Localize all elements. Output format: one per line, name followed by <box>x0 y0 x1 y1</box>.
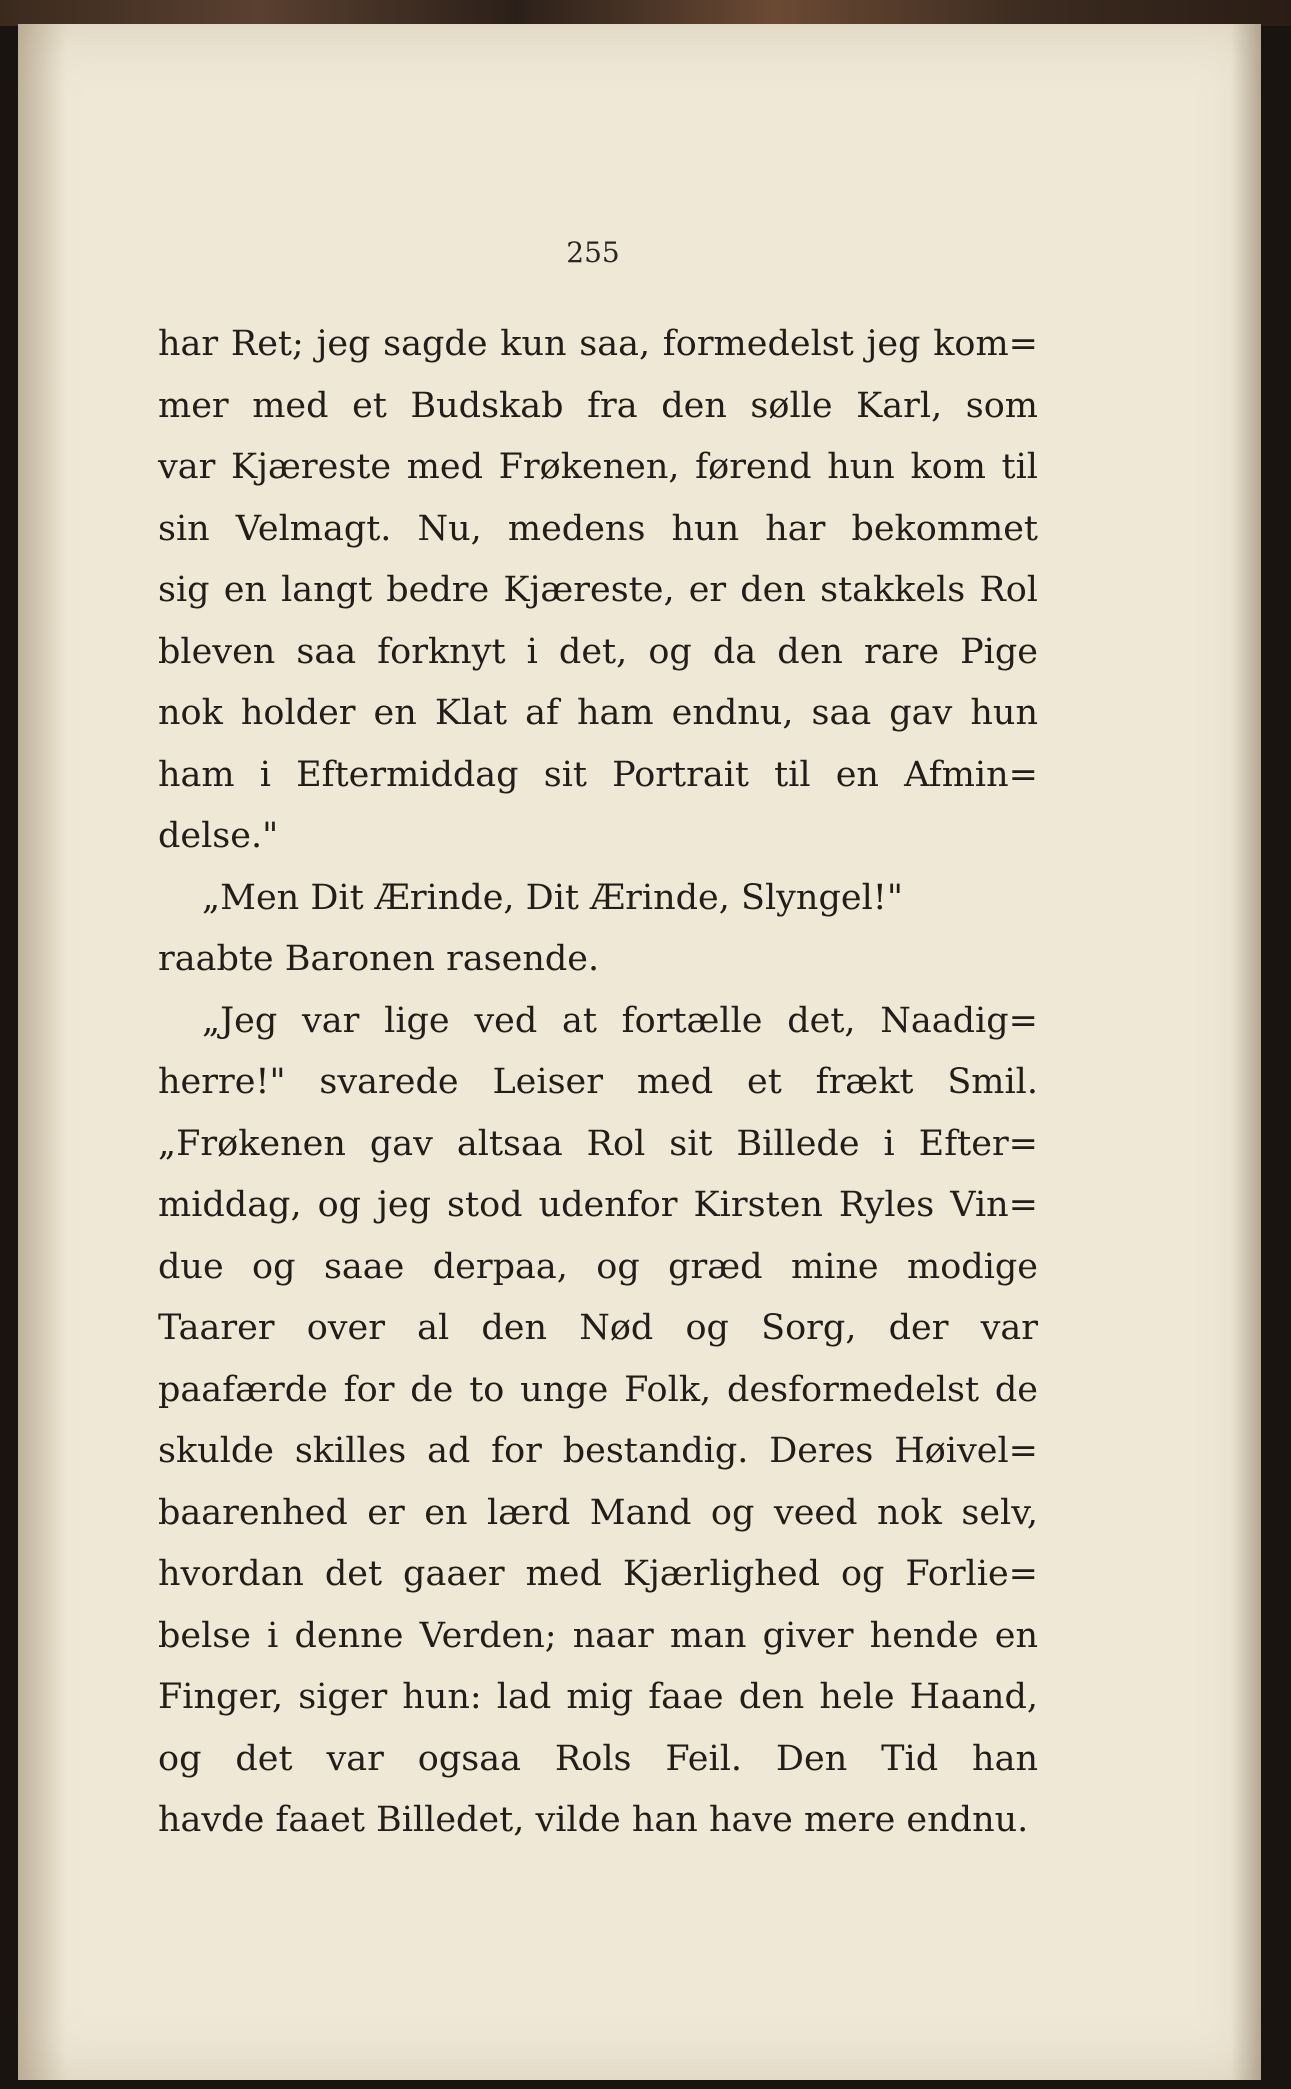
text-line: delse." <box>158 816 279 856</box>
text-line: belse i denne Verden; naar man giver hende en <box>158 1615 1038 1656</box>
text-line: baarenhed er en lærd Mand og veed nok selv, <box>158 1492 1038 1533</box>
text-line: bleven saa forknyt i det, og da den rare Pige <box>158 631 1038 672</box>
text-line: mer med et Budskab fra den sølle Karl, som <box>158 385 1038 426</box>
text-line: sin Velmagt. Nu, medens hun har bekommet <box>158 508 1038 549</box>
book-page <box>18 24 1261 2080</box>
body-text <box>158 314 1038 1852</box>
text-line: „Frøkenen gav altsaa Rol sit Billede i Efter= <box>158 1123 1038 1164</box>
text-line: Finger, siger hun: lad mig faae den hele Haand, <box>158 1677 1038 1717</box>
page-number: 255 <box>566 236 620 269</box>
binding-shadow <box>18 24 66 2080</box>
text-line: „Jeg var lige ved at fortælle det, Naadig= <box>202 1000 1038 1041</box>
text-line: Taarer over al den Nød og Sorg, der var <box>158 1308 1038 1348</box>
page-edge-shadow <box>1231 24 1261 2080</box>
text-line: var Kjæreste med Frøkenen, førend hun kom til <box>158 447 1038 487</box>
text-line: middag, og jeg stod udenfor Kirsten Ryles Vin= <box>158 1185 1038 1225</box>
text-line: hvordan det gaaer med Kjærlighed og Forlie= <box>158 1554 1038 1594</box>
text-line: sig en langt bedre Kjæreste, er den stakkels Rol <box>158 570 1038 610</box>
text-line: paafærde for de to unge Folk, desformedelst de <box>158 1369 1038 1410</box>
text-line: raabte Baronen rasende. <box>158 939 600 979</box>
text-line: due og saae derpaa, og græd mine modige <box>158 1246 1038 1287</box>
text-line: skulde skilles ad for bestandig. Deres Høivel= <box>158 1431 1038 1471</box>
text-line: „Men Dit Ærinde, Dit Ærinde, Slyngel!" <box>202 877 903 918</box>
text-line: nok holder en Klat af ham endnu, saa gav hun <box>158 693 1038 733</box>
text-line: og det var ogsaa Rols Feil. Den Tid han <box>158 1738 1038 1779</box>
text-line: herre!" svarede Leiser med et frækt Smil. <box>158 1062 1038 1102</box>
book-cover-edge <box>0 0 1291 26</box>
text-line: ham i Eftermiddag sit Portrait til en Afmin= <box>158 754 1038 795</box>
text-line: har Ret; jeg sagde kun saa, formedelst jeg kom= <box>158 324 1038 364</box>
text-line: havde faaet Billedet, vilde han have mere endnu. <box>158 1800 1029 1840</box>
